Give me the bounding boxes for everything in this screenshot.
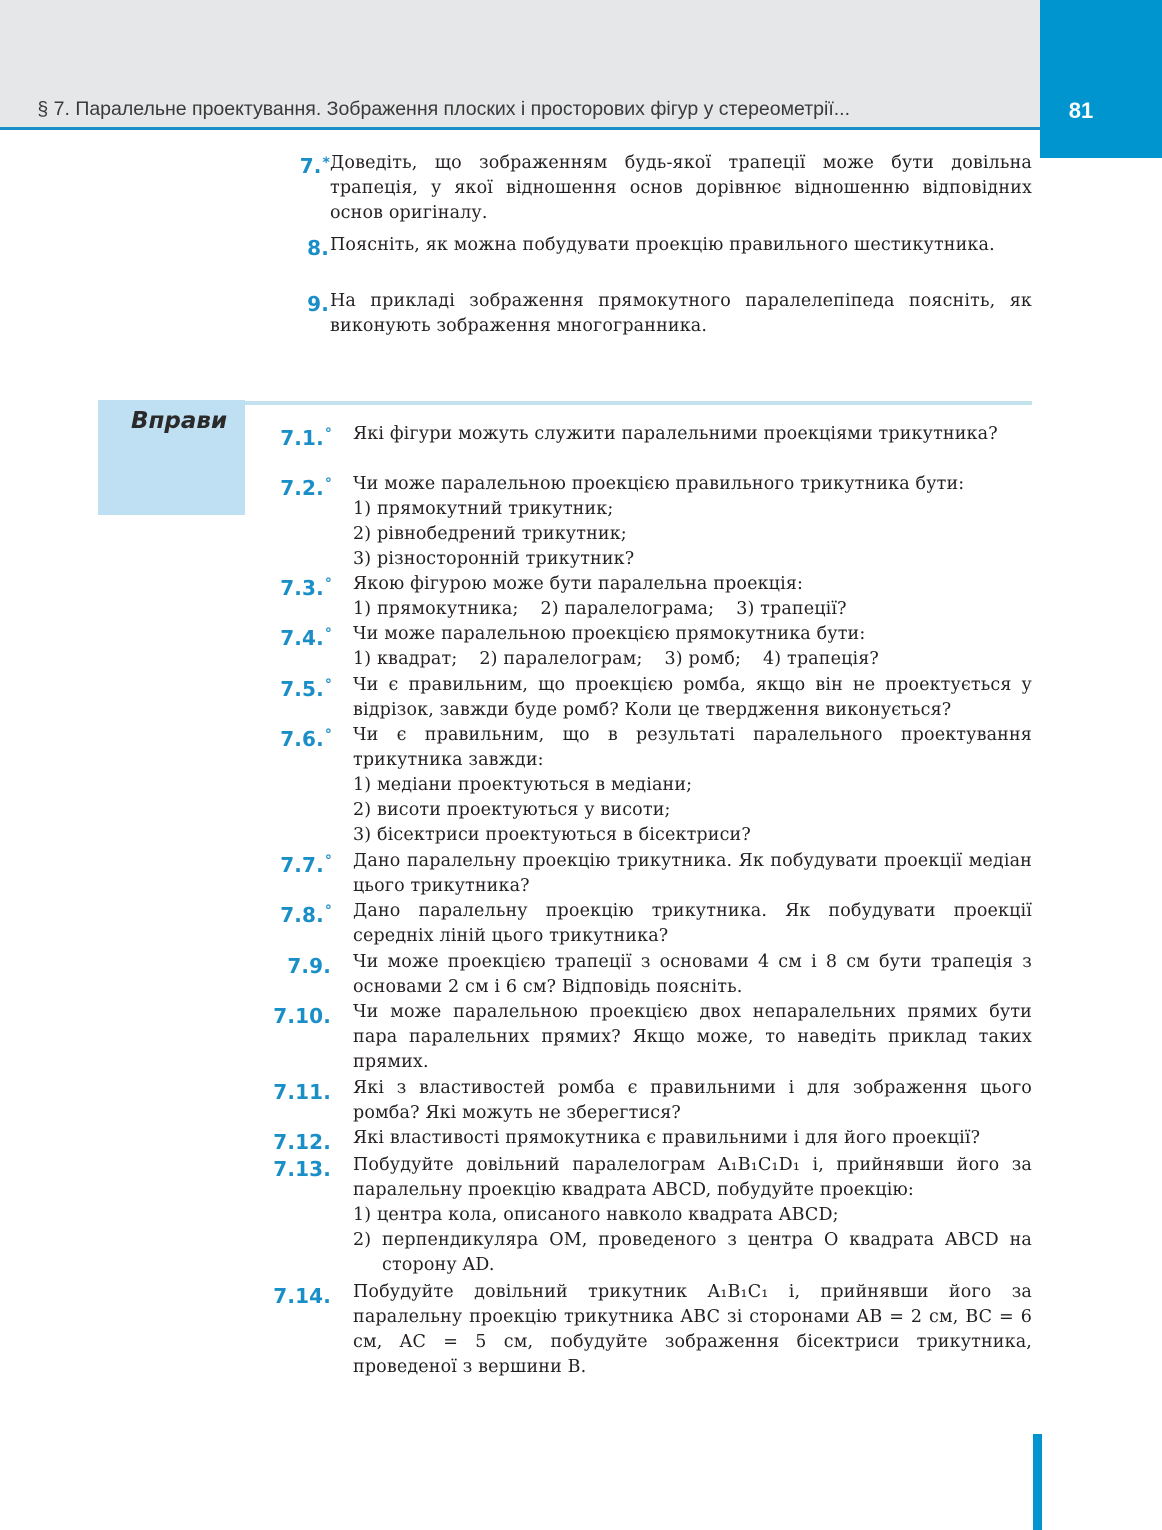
exercise-option: 4) трапеція? — [763, 649, 879, 669]
footer-accent-bar — [1033, 1434, 1042, 1530]
exercise-item: 3) бісектриси проектуються в бісектриси? — [353, 825, 751, 845]
exercise-number: 7.1.° — [280, 426, 332, 450]
exercise-text: Чи може паралельною проекцією прямокутника бути: — [353, 624, 866, 644]
exercise-7-1 — [0, 422, 1032, 450]
exercise-text: Побудуйте довільний паралелограм A₁B₁C₁D₁ і, прийнявши його за паралельну проекцію квадрата ABCD, побудуйте проекцію: — [353, 1155, 1032, 1200]
exercises-rule — [245, 401, 1032, 405]
exercise-option: 3) ромб; — [664, 649, 742, 669]
exercises-tab-label: Вправи — [131, 408, 228, 434]
question-7 — [0, 151, 1032, 226]
exercise-option: 1) прямокутника; — [353, 599, 519, 619]
exercise-text: Чи є правильним, що в результаті паралельного проектування трикутника завжди: — [353, 725, 1032, 770]
question-text: Поясніть, як можна побудувати проекцію правильного шестикутника. — [330, 235, 995, 255]
question-9 — [0, 289, 1032, 339]
exercise-7-2 — [0, 472, 1032, 572]
exercise-option: 1) квадрат; — [353, 649, 458, 669]
exercise-number: 7.14. — [273, 1284, 331, 1308]
exercise-number: 7.2.° — [280, 476, 332, 500]
exercise-text: Які фігури можуть служити паралельними проекціями трикутника? — [353, 424, 998, 444]
exercise-number: 7.3.° — [280, 576, 332, 600]
exercise-number: 7.12. — [273, 1130, 331, 1154]
header-band — [0, 0, 1040, 128]
exercise-item: 1) прямокутний трикутник; — [353, 499, 614, 519]
exercise-7-5 — [0, 673, 1032, 723]
question-text: Доведіть, що зображенням будь-якої трапеції може бути довільна трапеція, у якої відношення основ дорівнює відношенню відповідних основ оригіналу. — [330, 153, 1032, 223]
exercise-text: Дано паралельну проекцію трикутника. Як побудувати проекції середніх ліній цього трикутника? — [353, 901, 1032, 946]
exercise-item: 3) різносторонній трикутник? — [353, 549, 635, 569]
exercise-7-6 — [0, 723, 1032, 848]
exercise-item: 2) рівнобедрений трикутник; — [353, 524, 627, 544]
exercise-item: 2) висоти проектуються у висоти; — [353, 800, 671, 820]
page-number: 81 — [1068, 98, 1094, 123]
exercise-item: 1) медіани проектуються в медіани; — [353, 775, 693, 795]
exercise-7-3 — [0, 572, 1032, 622]
exercise-text: Чи може паралельною проекцією двох непаралельних прямих бути пара паралельних прямих? Якщо може, то наведіть приклад таких прямих. — [353, 1002, 1032, 1072]
exercise-number: 7.4.° — [280, 626, 332, 650]
exercise-number: 7.9. — [287, 954, 331, 978]
exercise-text: Які з властивостей ромба є правильними і для зображення цього ромба? Які можуть не зберегтися? — [353, 1078, 1032, 1123]
exercise-number: 7.11. — [273, 1080, 331, 1104]
exercise-number: 7.5.° — [280, 677, 332, 701]
exercise-text: Які властивості прямокутника є правильними і для його проекції? — [353, 1128, 981, 1148]
exercise-number: 7.8.° — [280, 903, 332, 927]
question-number: 9. — [307, 292, 329, 316]
exercise-number: 7.6.° — [280, 727, 332, 751]
exercise-text: Чи може проекцією трапеції з основами 4 см і 8 см бути трапеція з основами 2 см і 6 см? Відповідь поясніть. — [353, 952, 1032, 997]
exercise-item: 1) центра кола, описаного навколо квадрата ABCD; — [353, 1205, 839, 1225]
exercise-text: Чи є правильним, що проекцією ромба, якщо він не проектується у відрізок, завжди буде ромб? Коли це твердження виконується? — [353, 675, 1032, 720]
exercise-7-4 — [0, 622, 1032, 672]
question-number: 8. — [307, 236, 329, 260]
question-8 — [0, 233, 1032, 258]
exercise-text: Чи може паралельною проекцією правильного трикутника бути: — [353, 474, 965, 494]
exercise-7-9 — [0, 950, 1032, 1000]
exercise-7-10 — [0, 1000, 1032, 1075]
question-number: 7.* — [299, 154, 330, 178]
exercise-7-7 — [0, 849, 1032, 899]
exercise-7-11 — [0, 1076, 1032, 1126]
exercise-text: Побудуйте довільний трикутник A₁B₁C₁ і, прийнявши його за паралельну проекцію трикутника ABC зі сторонами AB = 2 см, BC = 6 см, AC = 5 см, побудуйте зображення бісектриси трикутника, проведеної з вершини B. — [353, 1282, 1032, 1377]
exercise-7-14 — [0, 1280, 1032, 1380]
page-number-box — [1040, 0, 1162, 158]
header-rule — [0, 127, 1040, 130]
exercise-text: Дано паралельну проекцію трикутника. Як побудувати проекції медіан цього трикутника? — [353, 851, 1032, 896]
exercise-option: 2) паралелограма; — [540, 599, 715, 619]
exercise-text: Якою фігурою може бути паралельна проекція: — [353, 574, 804, 594]
question-text: На прикладі зображення прямокутного паралелепіпеда поясніть, як виконують зображення многогранника. — [330, 291, 1032, 336]
exercise-item: 2) перпендикуляра OM, проведеного з центра O квадрата ABCD на сторону AD. — [353, 1230, 1032, 1275]
exercise-7-13 — [0, 1153, 1032, 1278]
exercise-number: 7.10. — [273, 1004, 331, 1028]
exercise-number: 7.13. — [273, 1157, 331, 1181]
exercise-option: 2) паралелограм; — [479, 649, 643, 669]
running-header-title: § 7. Паралельне проектування. Зображення плоских і просторових фігур у стереометрії... — [37, 98, 850, 120]
exercise-number: 7.7.° — [280, 853, 332, 877]
exercise-7-12 — [0, 1126, 1032, 1154]
exercise-option: 3) трапеції? — [736, 599, 847, 619]
exercise-7-8 — [0, 899, 1032, 949]
